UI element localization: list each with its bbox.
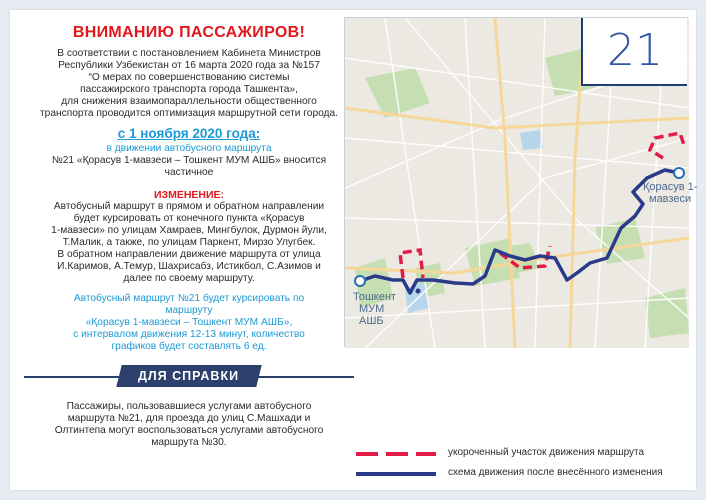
legend-solid-symbol	[356, 472, 436, 476]
end-label-line-2: мавзеси	[649, 193, 692, 205]
change-note: в движении автобусного маршрута №21 «Қорасув 1-мавзеси – Тошкент МУМ АШБ» вносится частичное	[51, 143, 327, 178]
map-legend	[344, 442, 688, 486]
route-map	[344, 17, 698, 347]
change-heading: ИЗМЕНЕНИЕ:	[153, 189, 225, 201]
end-terminal-marker	[674, 168, 684, 178]
legend-dash-symbol	[356, 452, 436, 456]
schedule-note: Автобусный маршрут №21 будет курсировать по маршруту «Қорасув 1-мавзеси – Тошкент МУМ АШБ», с интервалом движения 12-13 минут, количество графиков будет составлять 6 ед.	[73, 293, 305, 352]
intro-paragraph: В соответствии с постановлением Кабинета Министров Республики Узбекистан от 16 марта 2020 года за №157 “О мерах по совершенствованию системы пассажирского транспорта города Ташкента», для снижения взаимопараллельности общественного транспорта проводится оптимизация маршрутной сети города.	[40, 48, 338, 119]
poster	[10, 10, 696, 490]
legend-row-shortened	[344, 446, 688, 462]
legend-row-new-scheme	[344, 466, 688, 482]
route-number-badge: 21	[581, 18, 687, 86]
reference-heading: ДЛЯ СПРАВКИ	[116, 365, 261, 387]
start-label-line-2: МУМ	[359, 303, 385, 315]
change-body: Автобусный маршрут в прямом и обратном направлении будет курсировать от конечного пункта «Қорасув 1-мавзеси» по улицам Хамраев, Мингбулок, Дурмон йули, Т.Малик, а также, по улицам Паркент, Мирзо Улугбек. В обратном направлении движение маршрута от улица И.Каримов, А.Темур, Шахрисабз, Истикбол, С.Азимов и далее по своему маршруту.	[51, 201, 327, 284]
reference-body: Пассажиры, пользовавшиеся услугами автобусного маршрута №21, для проезда до улиц С.Машхади и Олтинтепа могут воспользоваться услугами автобусного маршрута №30.	[54, 401, 324, 448]
reference-banner	[24, 365, 354, 387]
legend-new-scheme-label: схема движения после внесённого изменения	[448, 467, 663, 478]
page-title: ВНИМАНИЮ ПАССАЖИРОВ!	[72, 24, 306, 41]
end-label-line-1: Қорасув 1-	[643, 181, 698, 193]
start-terminal-marker	[355, 276, 365, 286]
announcement-text	[24, 22, 354, 482]
start-label-line-3: АШБ	[359, 315, 384, 327]
start-label-line-1: Тошкент	[353, 291, 396, 303]
legend-shortened-label: укороченный участок движения маршрута	[448, 447, 645, 458]
route-stop-marker	[416, 289, 421, 294]
effective-date: с 1 ноября 2020 года:	[117, 126, 261, 141]
